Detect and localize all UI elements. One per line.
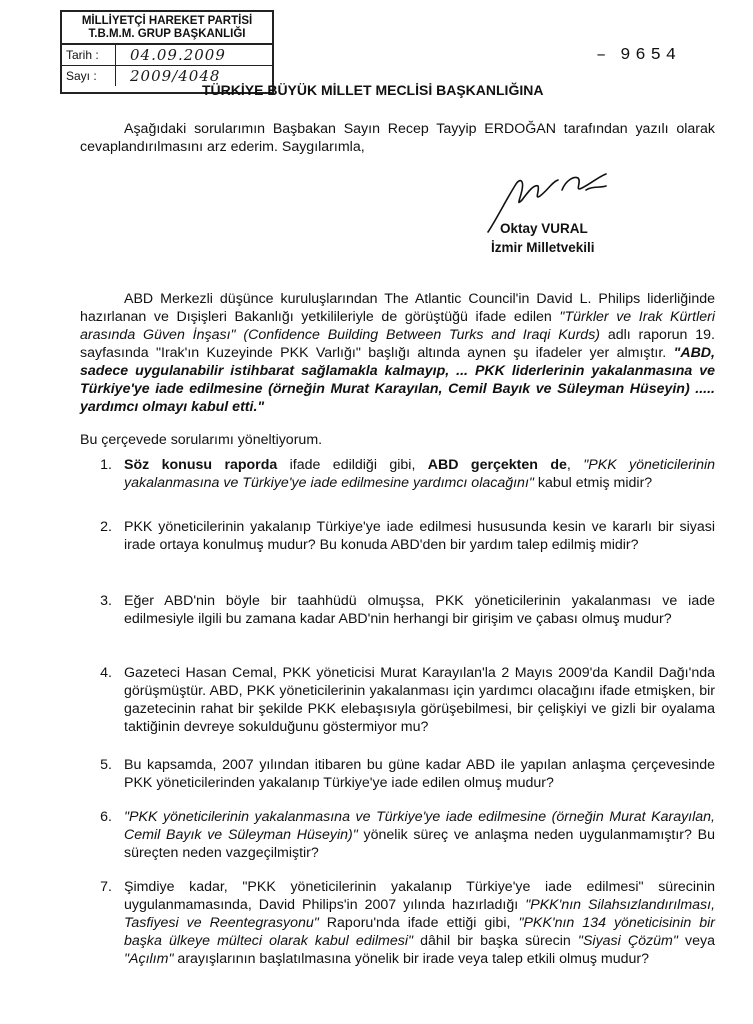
q1-text-f: kabul etmiş midir? <box>533 475 653 491</box>
body-report-title: "Türkler ve Irak Kürtleri arasında Güven İnşası" (Confidence Building Between Turks and Iraqi Kurds) <box>80 309 715 343</box>
question-number: 1. <box>100 457 112 473</box>
question-text: Gazeteci Hasan Cemal, PKK yöneticisi Murat Karayılan'la 2 Mayıs 2009'da Kandil Dağı'nda görüşmüştür. ABD, PKK yöneticilerinin yakalanması için yardımcı olacağını ifade etmişken, bir gazetecinin rahat bir şekilde PKK elebaşısıyla görüşebilmesi, bir çelişkiyi ve gizli bir oyalama taktiğinin devreye sokulduğunu göstermiyor mu? <box>124 665 715 735</box>
q7-text-g: veya <box>677 933 715 949</box>
question-1 <box>80 456 715 492</box>
document-number <box>596 46 681 65</box>
q6-quote: "PKK yöneticilerinin yakalanmasına ve Türkiye'ye iade edilmesine (örneğin Murat Karayılan, Cemil Bayık ve Süleyman Hüseyin)" <box>124 809 715 843</box>
stamp-date-label: Tarih : <box>62 45 116 65</box>
stamp-org-line2: T.B.M.M. GRUP BAŞKANLIĞI <box>88 28 246 40</box>
q1-bold-a: Söz konusu raporda <box>124 457 278 473</box>
question-number: 2. <box>100 519 112 535</box>
intro-paragraph: Aşağıdaki sorularımın Başbakan Sayın Recep Tayyip ERDOĞAN tarafından yazılı olarak cevaplandırılmasını arz ederim. Saygılarımla, <box>80 121 715 155</box>
q7-text-a: Şimdiye kadar, "PKK yöneticilerinin yakalanıp Türkiye'ye iade edilmesi" sürecinin uygulanmamasında, David Philips'in 2007 yılında hazırladığı <box>124 879 715 913</box>
stamp-header <box>62 12 272 45</box>
document-number-value: 9654 <box>620 46 682 65</box>
question-4 <box>80 664 715 736</box>
question-number: 4. <box>100 665 112 681</box>
q7-report-title: "PKK'nın Silahsızlandırılması, Tasfiyesi ve Reentegrasyonu" <box>124 897 716 931</box>
stamp-number-value: 2009/4048 <box>130 67 221 85</box>
q1-text-b: ifade edildiği gibi, <box>277 457 428 473</box>
q6-text-b: yönelik süreç ve anlaşma neden uygulanmamıştır? Bu süreçten neden vazgeçilmiştir? <box>124 827 715 861</box>
question-text <box>124 878 715 968</box>
q7-acilim: "Açılım" <box>124 951 174 967</box>
stamp-number-label: Sayı : <box>62 66 116 86</box>
q7-quote: "PKK'nın 134 yöneticisinin bir başka ülkeye mülteci olarak kabul edilmesi" <box>124 915 715 949</box>
q1-bold-c: ABD gerçekten de <box>427 457 567 473</box>
question-number: 5. <box>100 757 112 773</box>
question-text <box>124 808 715 862</box>
q1-quote: "PKK yöneticilerinin yakalanmasına ve Türkiye'ye iade edilmesine yardımcı olacağını" <box>124 457 716 491</box>
question-number: 3. <box>100 593 112 609</box>
question-text <box>124 456 715 492</box>
document-number-dash: – <box>596 46 607 65</box>
question-text: PKK yöneticilerinin yakalanıp Türkiye'ye iade edilmesi hususunda kesin ve kararlı bir siyasi irade ortaya konulmuş mudur? Bu konuda ABD'den bir yardım talep edilmiş midir? <box>124 519 715 553</box>
signatory-name: Oktay VURAL <box>500 221 588 236</box>
stamp-date-value: 04.09.2009 <box>130 46 226 64</box>
document-title: TÜRKİYE BÜYÜK MİLLET MECLİSİ BAŞKANLIĞINA <box>202 82 544 98</box>
stamp-date-row <box>62 45 272 66</box>
question-text: Eğer ABD'nin böyle bir taahhüdü olmuşsa, PKK yöneticilerinin yakalanması ve iade edilmesiyle ilgili bu zamana kadar ABD'nin herhangi bir girişim ve çabası olmuş mudur? <box>124 593 715 627</box>
question-2 <box>80 518 715 554</box>
stamp-org-line1: MİLLİYETÇİ HAREKET PARTİSİ <box>81 15 253 27</box>
questions-lead: Bu çerçevede sorularımı yöneltiyorum. <box>80 432 323 448</box>
question-3 <box>80 592 715 628</box>
body-text-a: ABD Merkezli düşünce kuruluşlarından The Atlantic Council'in David L. Philips liderliğinde hazırlanan ve Dışişleri Bakanlığı yetkilileriyle de görüştüğü ifade edilen <box>80 291 715 325</box>
q7-siyasi-cozum: "Siyasi Çözüm" <box>577 933 678 949</box>
q7-text-c: Raporu'nda ifade ettiği gibi, <box>318 915 519 931</box>
body-paragraph <box>80 290 715 416</box>
signatory-title: İzmir Milletvekili <box>491 240 595 255</box>
question-7 <box>80 878 715 968</box>
question-number: 7. <box>100 879 112 895</box>
question-text: Bu kapsamda, 2007 yılından itibaren bu güne kadar ABD ile yapılan anlaşma çerçevesinde PKK yöneticilerinden yakalanıp Türkiye'ye iade edilen olmuş mudur? <box>124 757 715 791</box>
q7-text-i: arayışlarının başlatılmasına yönelik bir irade veya talep etkili olmuş mudur? <box>173 951 649 967</box>
q7-text-e: dâhil bir başka sürecin <box>413 933 578 949</box>
question-6 <box>80 808 715 862</box>
question-5 <box>80 756 715 792</box>
body-text-c: adlı raporun 19. sayfasında "Irak'ın Kuzeyinde PKK Varlığı" başlığı altında aynen şu ifadeler yer almıştır. <box>80 327 715 361</box>
body-quote: "ABD, sadece uygulanabilir istihbarat sağlamakla kalmayıp, ... PKK liderlerinin yakalanmasına ve Türkiye'ye iade edilmesine (örneğin Murat Karayılan, Cemil Bayık ve Süleyman Hüseyin) ..... yardımcı olmayı kabul etti." <box>80 345 715 415</box>
question-number: 6. <box>100 809 112 825</box>
q1-text-d: , <box>566 457 584 473</box>
